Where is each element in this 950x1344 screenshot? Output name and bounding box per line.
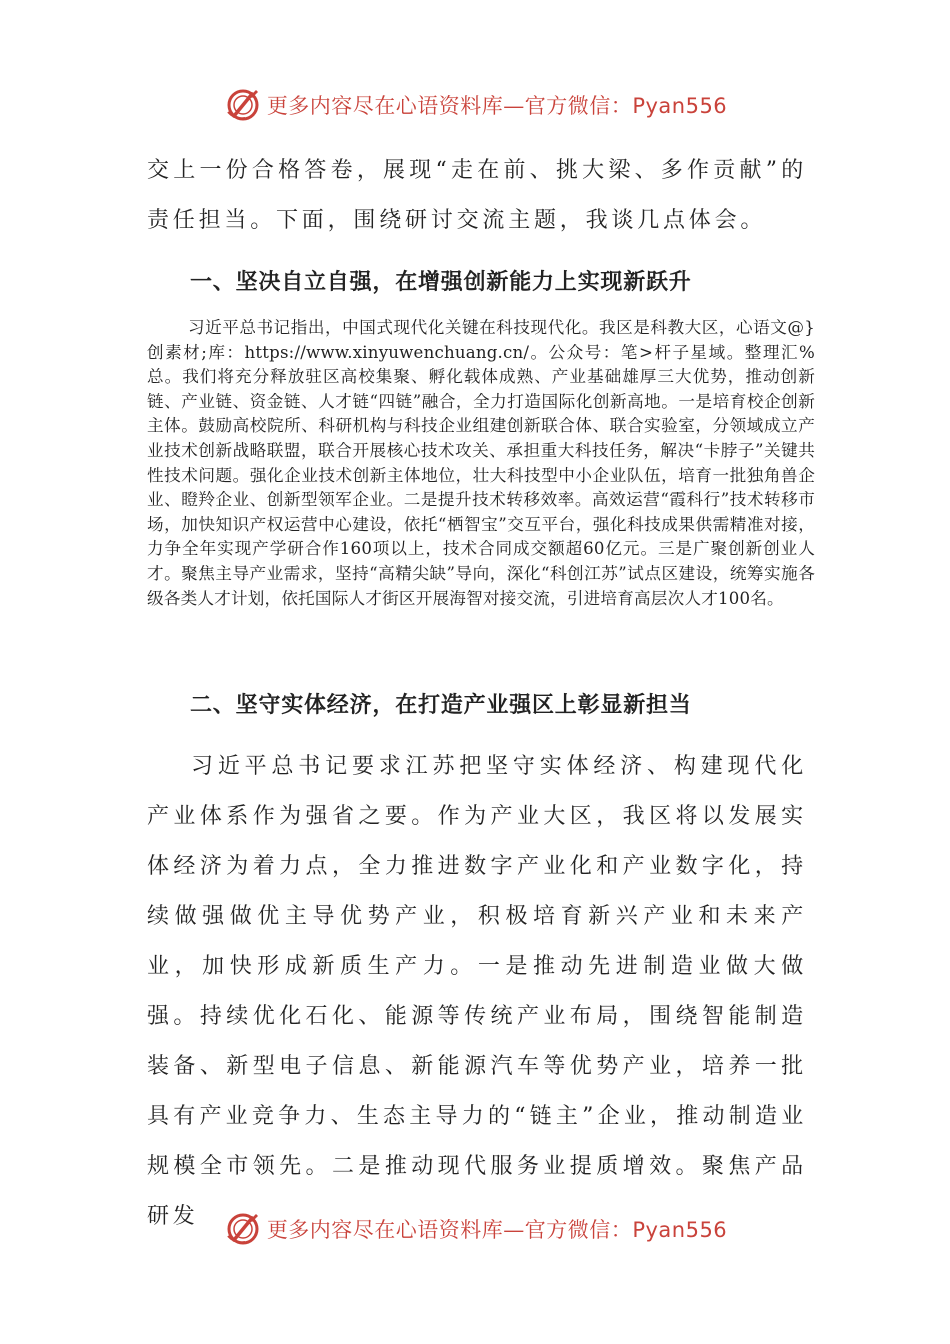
watermark-text: 更多内容尽在心语资料库—官方微信：Pyan556 xyxy=(266,1218,728,1242)
paragraph-section-1: 习近平总书记指出，中国式现代化关键在科技现代化。我区是科教大区，心语文@}创素材;库：https://www.xinyuwenchuang.cn/。公众号：笔>杆子星域。整理汇%总。我们将充分释放驻区高校集聚、孵化载体成熟、产业基础雄厚三大优势，推动创新链、产业链、资金链、人才链“四链”融合，全力打造国际化创新高地。一是培育校企创新主体。鼓励高校院所、科研机构与科技企业组建创新联合体、联合实验室，分领域成立产业技术创新战略联盟，联合开展核心技术攻关、承担重大科技任务，解决“卡脖子”关键共性技术问题。强化企业技术创新主体地位，壮大科技型中小企业队伍，培育一批独角兽企业、瞪羚企业、创新型领军企业。二是提升技术转移效率。高效运营“霞科行”技术转移市场，加快知识产权运营中心建设，依托“栖智宝”交互平台，强化科技成果供需精准对接，力争全年实现产学研合作160项以上，技术合同成交额超60亿元。三是广聚创新创业人才。聚焦主导产业需求，坚持“高精尖缺”导向，深化“科创江苏”试点区建设，统筹实施各级各类人才计划，依托国际人才街区开展海智对接交流，引进培育高层次人才100名。 xyxy=(147,318,815,608)
footer-watermark-banner xyxy=(0,1204,950,1254)
paragraph-intro: 交上一份合格答卷，展现“走在前、挑大梁、多作贡献”的责任担当。下面，围绕研讨交流主题，我谈几点体会。 xyxy=(147,158,807,233)
header-watermark-banner xyxy=(0,80,950,130)
paragraph-section-2: 习近平总书记要求江苏把坚守实体经济、构建现代化产业体系作为强省之要。作为产业大区，我区将以发展实体经济为着力点，全力推进数字产业化和产业数字化，持续做强做优主导优势产业，积极培育新兴产业和未来产业，加快形成新质生产力。一是推动先进制造业做大做强。持续优化石化、能源等传统产业布局，围绕智能制造装备、新型电子信息、新能源汽车等优势产业，培养一批具有产业竞争力、生态主导力的“链主”企业，推动制造业规模全市领先。二是推动现代服务业提质增效。聚焦产品研发 xyxy=(147,754,807,1229)
section-heading-1: 一、坚决自立自强，在增强创新能力上实现新跃升 xyxy=(190,270,692,295)
watermark-text: 更多内容尽在心语资料库—官方微信：Pyan556 xyxy=(266,94,728,118)
pen-logo-icon xyxy=(223,85,263,125)
pen-logo-icon xyxy=(223,1209,263,1249)
section-heading-2: 二、坚守实体经济，在打造产业强区上彰显新担当 xyxy=(190,693,692,718)
